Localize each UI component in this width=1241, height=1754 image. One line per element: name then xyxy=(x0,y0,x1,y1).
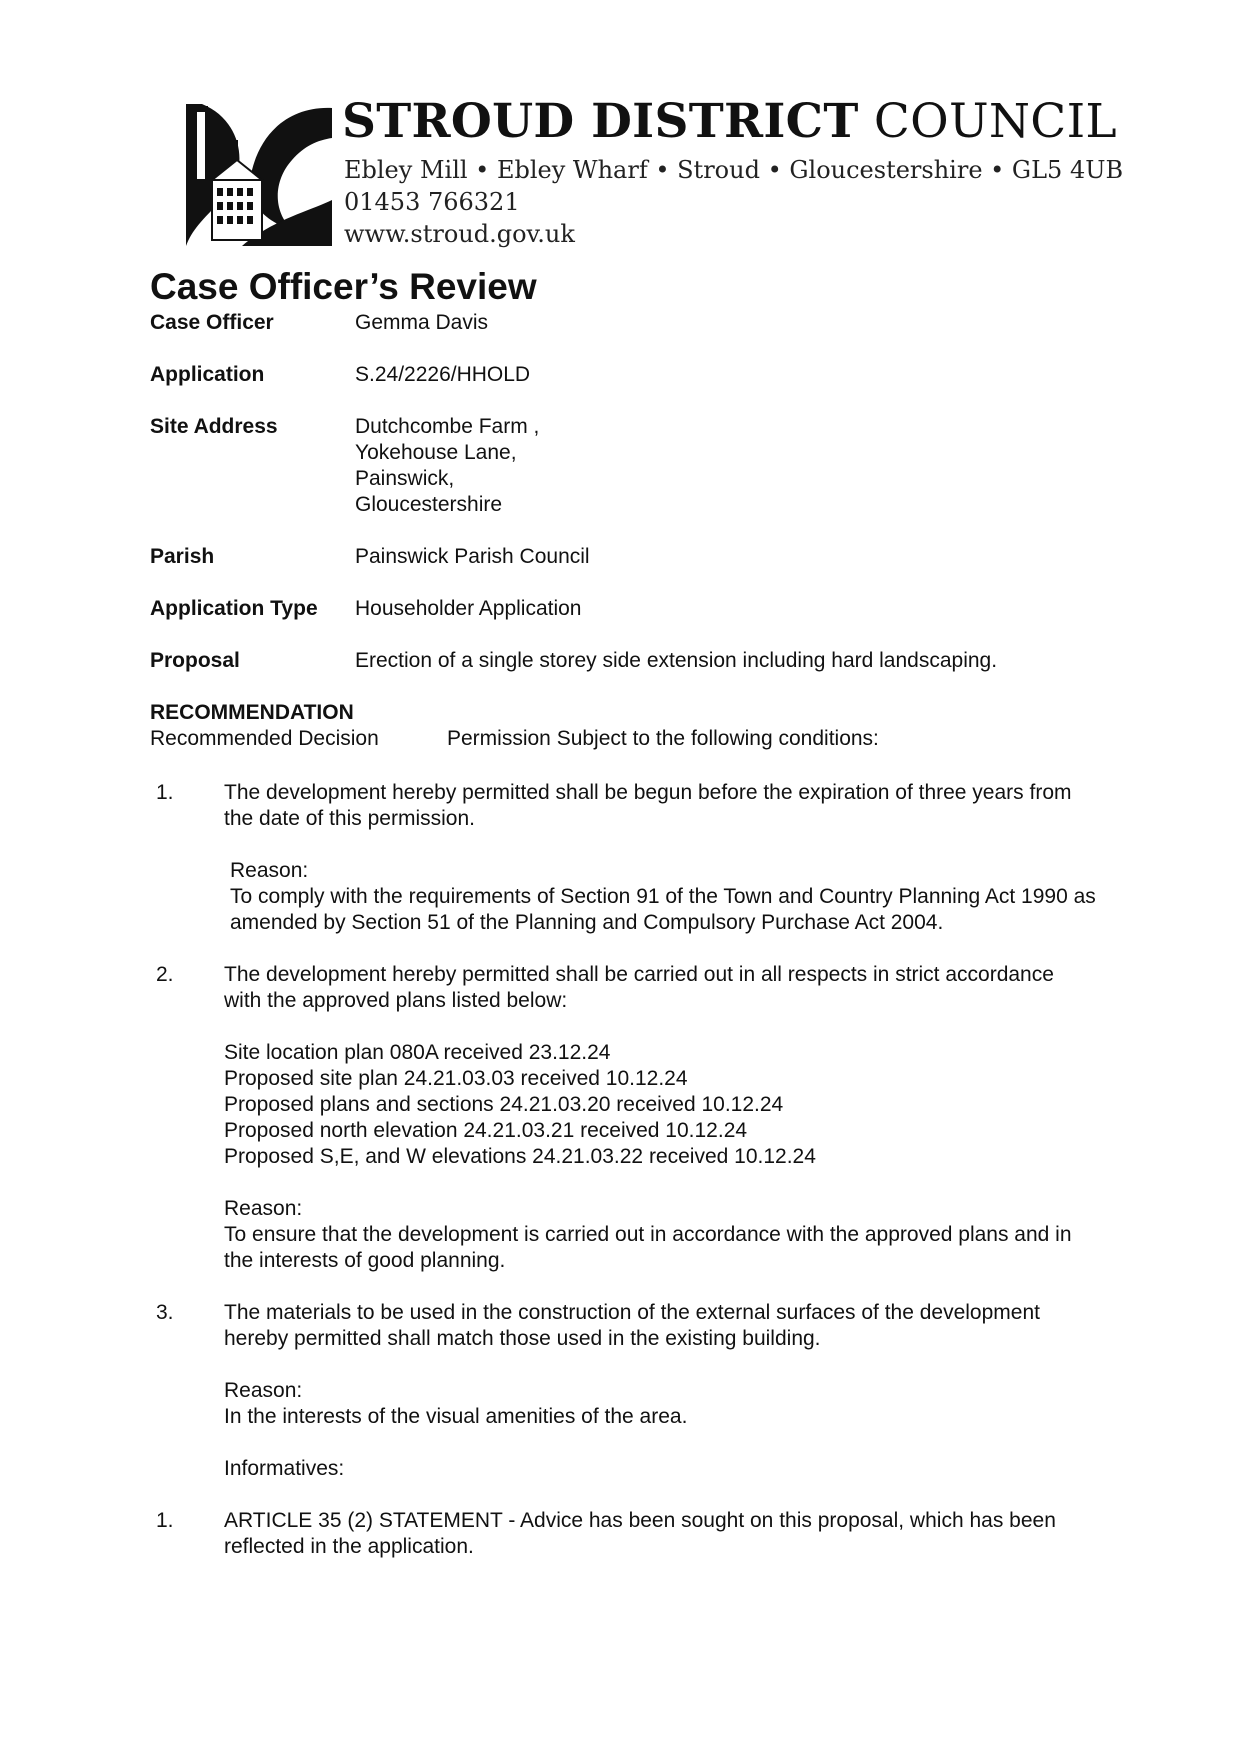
site-address-row xyxy=(150,414,1100,518)
case-details xyxy=(150,310,1100,700)
reason-label: Reason: xyxy=(230,859,309,882)
site-address-line: Gloucestershire xyxy=(355,493,503,516)
org-name-bold: STROUD DISTRICT xyxy=(342,94,859,149)
informative-number: 1. xyxy=(156,1509,174,1532)
condition-text: The materials to be used in the construction of the external surfaces of the development hereby permitted shall match those used in the existing building. xyxy=(224,1301,1040,1350)
parish-label: Parish xyxy=(150,545,215,568)
condition-text: The development hereby permitted shall be begun before the expiration of three years from the date of this permission. xyxy=(224,781,1072,830)
condition-number: 2. xyxy=(156,963,174,986)
recommended-decision-row xyxy=(150,726,1100,752)
condition-number: 3. xyxy=(156,1301,174,1324)
approved-plan-item: Proposed S,E, and W elevations 24.21.03.22 received 10.12.24 xyxy=(224,1145,816,1168)
council-logo-mill-icon xyxy=(182,100,332,246)
informative-text: ARTICLE 35 (2) STATEMENT - Advice has been sought on this proposal, which has been reflected in the application. xyxy=(224,1509,1056,1558)
org-website-link[interactable]: www.stroud.gov.uk xyxy=(344,220,575,248)
approved-plan-item: Proposed site plan 24.21.03.03 received 10.12.24 xyxy=(224,1067,688,1090)
parish-row xyxy=(150,544,1100,570)
letterhead xyxy=(182,94,1124,256)
reason-text: To ensure that the development is carried out in accordance with the approved plans and in the interests of good planning. xyxy=(224,1223,1072,1272)
condition-text: The development hereby permitted shall be carried out in all respects in strict accordance with the approved plans listed below: xyxy=(224,963,1054,1012)
condition-body xyxy=(224,780,1096,936)
approved-plan-item: Proposed north elevation 24.21.03.21 received 10.12.24 xyxy=(224,1119,748,1142)
application-type-value: Householder Application xyxy=(355,597,582,620)
proposal-row xyxy=(150,648,1100,674)
recommended-decision-label: Recommended Decision xyxy=(150,727,379,750)
application-row xyxy=(150,362,1100,388)
approved-plan-item: Site location plan 080A received 23.12.24 xyxy=(224,1041,611,1064)
reason-label: Reason: xyxy=(224,1197,303,1220)
site-address-line: Yokehouse Lane, xyxy=(355,441,517,464)
recommendation-heading: RECOMMENDATION xyxy=(150,701,354,724)
page-title: Case Officer’s Review xyxy=(150,266,537,307)
application-value: S.24/2226/HHOLD xyxy=(355,363,531,386)
case-officer-row xyxy=(150,310,1100,336)
application-type-label: Application Type xyxy=(150,597,318,620)
approved-plans-list xyxy=(224,1040,1096,1170)
condition-item xyxy=(156,780,1096,936)
org-phone: 01453 766321 xyxy=(344,188,520,216)
case-officer-label: Case Officer xyxy=(150,311,274,334)
condition-body xyxy=(224,1300,1096,1430)
application-type-row xyxy=(150,596,1100,622)
parish-value: Painswick Parish Council xyxy=(355,545,590,568)
org-name xyxy=(342,94,1117,149)
application-label: Application xyxy=(150,363,265,386)
condition-item xyxy=(156,962,1096,1274)
condition-item xyxy=(156,1300,1096,1430)
reason-text: To comply with the requirements of Section 91 of the Town and Country Planning Act 1990 as amended by Section 51 of the Planning and Compulsory Purchase Act 2004. xyxy=(230,885,1096,934)
site-address-value xyxy=(355,414,1100,518)
approved-plan-item: Proposed plans and sections 24.21.03.20 received 10.12.24 xyxy=(224,1093,784,1116)
reason-text: In the interests of the visual amenities of the area. xyxy=(224,1405,688,1428)
reason-label: Reason: xyxy=(224,1379,303,1402)
case-officer-value: Gemma Davis xyxy=(355,311,489,334)
informatives-heading: Informatives: xyxy=(224,1457,345,1480)
condition-reason xyxy=(224,1378,1096,1430)
condition-body xyxy=(224,962,1096,1274)
org-name-light: COUNCIL xyxy=(873,94,1117,149)
condition-reason xyxy=(224,858,1096,936)
condition-number: 1. xyxy=(156,781,174,804)
site-address-line: Dutchcombe Farm , xyxy=(355,415,540,438)
conditions-list xyxy=(156,780,1096,1586)
recommended-decision-value: Permission Subject to the following conditions: xyxy=(447,727,879,750)
proposal-label: Proposal xyxy=(150,649,240,672)
informative-item xyxy=(156,1508,1096,1560)
proposal-value: Erection of a single storey side extension including hard landscaping. xyxy=(355,649,998,672)
site-address-label: Site Address xyxy=(150,415,278,438)
condition-reason xyxy=(224,1196,1096,1274)
org-address: Ebley Mill • Ebley Wharf • Stroud • Gloucestershire • GL5 4UB xyxy=(344,156,1124,184)
site-address-line: Painswick, xyxy=(355,467,455,490)
recommendation-section xyxy=(150,700,1100,752)
